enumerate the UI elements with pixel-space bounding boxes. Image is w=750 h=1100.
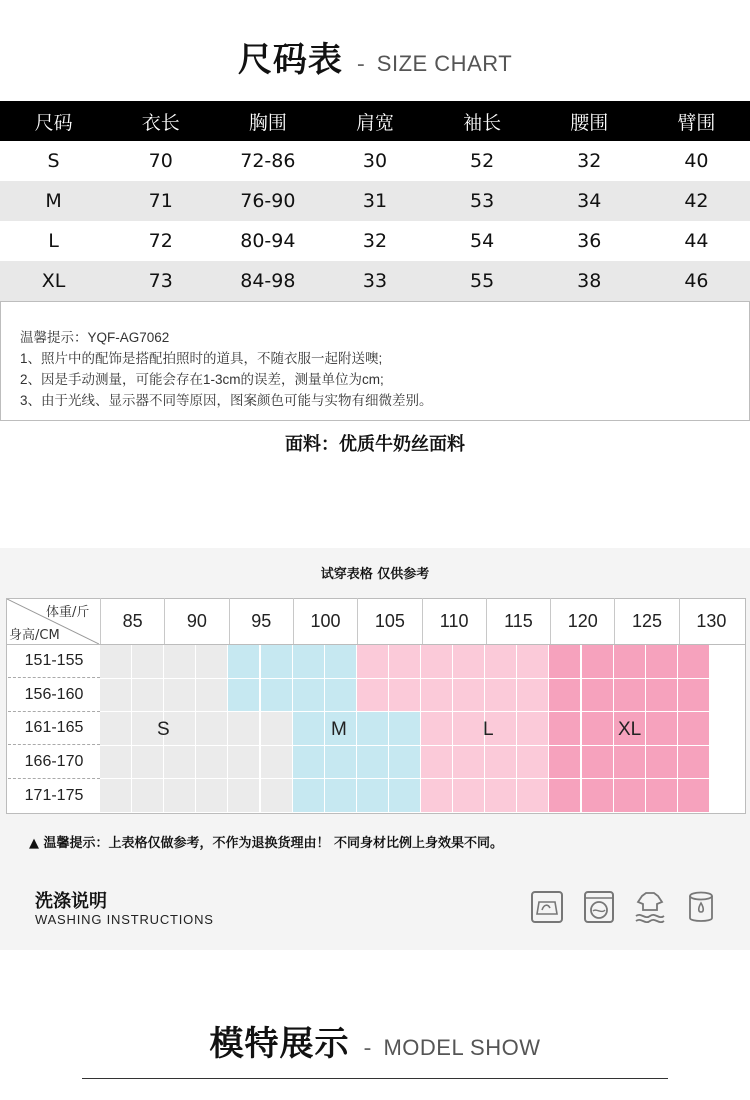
fabric-label: 面料：优质牛奶丝面料 <box>285 434 465 455</box>
tryon-cell <box>582 712 614 746</box>
size-table-cell: 42 <box>643 181 750 221</box>
no-wring-icon <box>633 890 667 924</box>
tumble-dry-icon <box>684 890 718 924</box>
weight-header: 95 <box>229 598 293 644</box>
size-table-cell: 38 <box>536 261 643 301</box>
size-table-cell: 52 <box>470 150 495 172</box>
tryon-cell <box>389 746 421 780</box>
tryon-cell <box>261 712 293 746</box>
tryon-cell <box>549 712 581 746</box>
tryon-cell <box>517 746 549 780</box>
weight-header: 130 <box>679 598 743 644</box>
tryon-cell <box>293 645 325 679</box>
notes-line: 2、因是手动测量，可能会存在1-3cm的误差，测量单位为cm; <box>20 372 384 387</box>
size-region-label: XL <box>618 719 642 740</box>
size-table-cell: 72-86 <box>240 150 296 172</box>
tryon-cell <box>389 779 421 813</box>
tryon-cell <box>678 712 710 746</box>
tryon-cell <box>325 679 357 713</box>
tryon-cell <box>485 679 517 713</box>
size-table-cell: 30 <box>362 150 388 172</box>
tryon-cell <box>582 679 614 713</box>
tryon-title: 试穿表格 仅供参考 <box>320 567 430 582</box>
model-show-dash: - <box>363 1036 372 1061</box>
size-table-row <box>0 181 750 221</box>
tryon-cell <box>357 679 389 713</box>
tryon-cell <box>164 645 196 679</box>
tryon-cell <box>453 746 485 780</box>
tryon-cell <box>421 679 453 713</box>
tryon-cell <box>646 779 678 813</box>
tryon-cell <box>293 679 325 713</box>
tryon-cell <box>261 679 293 713</box>
tryon-cell <box>646 679 678 713</box>
size-table-cell: 71 <box>107 181 214 221</box>
size-table-row <box>0 221 750 261</box>
tryon-cell <box>453 645 485 679</box>
size-table-cell: 72 <box>148 230 173 252</box>
tryon-cell <box>549 779 581 813</box>
model-show-heading <box>0 1016 750 1065</box>
tryon-cell <box>228 712 260 746</box>
size-table-cell: 54 <box>470 230 495 252</box>
size-table-cell: XL <box>0 261 107 301</box>
size-table-cell: 31 <box>321 181 428 221</box>
header-cell: 臂围 <box>643 101 750 141</box>
notes-line: 3、由于光线、显示器不同等原因，图案颜色可能与实物有细微差别。 <box>20 393 433 408</box>
header-cell: 腰围 <box>536 101 643 141</box>
tryon-cell <box>582 645 614 679</box>
tryon-cell <box>646 645 678 679</box>
weight-header: 85 <box>100 598 164 644</box>
size-region-label: S <box>157 719 170 740</box>
tryon-cell <box>293 779 325 813</box>
size-table-cell: 84-98 <box>214 261 321 301</box>
tryon-cell <box>389 679 421 713</box>
tryon-cell <box>582 746 614 780</box>
header-cell: 胸围 <box>214 101 321 141</box>
tryon-cell <box>421 746 453 780</box>
weight-header: 105 <box>357 598 421 644</box>
tryon-cell <box>100 645 132 679</box>
tryon-cell <box>646 746 678 780</box>
tryon-cell <box>678 679 710 713</box>
tryon-cell <box>196 746 228 780</box>
header-cell: 衣长 <box>107 101 214 141</box>
size-table-cell: 44 <box>684 230 709 252</box>
tryon-cell <box>485 779 517 813</box>
corner-weight-label: 体重/斤 <box>46 605 90 620</box>
tryon-cell <box>228 679 260 713</box>
tryon-cell <box>357 645 389 679</box>
weight-header: 125 <box>614 598 678 644</box>
model-show-title-en: MODEL SHOW <box>383 1035 541 1060</box>
tryon-cell <box>421 712 453 746</box>
height-label: 166-170 <box>8 746 100 779</box>
tryon-cell <box>100 746 132 780</box>
tryon-cell <box>421 645 453 679</box>
tryon-cell <box>132 645 164 679</box>
size-table-cell: 55 <box>429 261 536 301</box>
header-cell: 袖长 <box>429 101 536 141</box>
size-table-cell: 33 <box>321 261 428 301</box>
tryon-cell <box>228 645 260 679</box>
size-table-cell: 40 <box>684 150 709 172</box>
size-region-label: M <box>331 719 347 740</box>
height-label: 151-155 <box>8 645 100 678</box>
tryon-cell <box>485 645 517 679</box>
size-table <box>0 101 750 301</box>
tryon-cell <box>100 712 132 746</box>
tryon-cell <box>325 779 357 813</box>
notes-line: 1、照片中的配饰是搭配拍照时的道具，不随衣服一起附送噢; <box>20 351 383 366</box>
weight-header: 120 <box>550 598 614 644</box>
tryon-cell <box>261 645 293 679</box>
size-table-cell: 76-90 <box>214 181 321 221</box>
tryon-cell <box>132 746 164 780</box>
size-table-row <box>0 261 750 301</box>
tryon-cell <box>517 645 549 679</box>
tryon-cell <box>164 746 196 780</box>
tryon-cell <box>517 779 549 813</box>
tryon-cell <box>228 779 260 813</box>
tryon-cell <box>614 746 646 780</box>
tryon-cell <box>453 779 485 813</box>
machine-wash-icon <box>582 890 616 924</box>
tryon-cell <box>549 746 581 780</box>
corner-height-label: 身高/CM <box>9 628 60 643</box>
tryon-cell <box>357 746 389 780</box>
tryon-cell <box>453 712 485 746</box>
model-show-underline <box>82 1078 668 1079</box>
tryon-cell <box>549 679 581 713</box>
size-chart-title-cn: 尺码表 <box>237 40 343 80</box>
tryon-cell <box>614 779 646 813</box>
tryon-cell <box>164 679 196 713</box>
size-table-cell: 32 <box>577 150 602 172</box>
size-chart-title-en: SIZE CHART <box>376 51 513 76</box>
tryon-cell <box>100 679 132 713</box>
tryon-cell <box>164 779 196 813</box>
tryon-cell <box>261 779 293 813</box>
size-table-cell: 46 <box>643 261 750 301</box>
tryon-cell <box>325 746 357 780</box>
size-table-cell: L <box>48 230 59 252</box>
header-divider <box>7 644 745 645</box>
tryon-cell <box>357 712 389 746</box>
size-table-cell: 34 <box>536 181 643 221</box>
size-table-row <box>0 141 750 181</box>
tryon-cell <box>389 645 421 679</box>
tryon-cell <box>517 712 549 746</box>
tryon-cell <box>421 779 453 813</box>
size-table-cell: 53 <box>429 181 536 221</box>
size-chart-dash: - <box>356 52 365 77</box>
notes-line: 温馨提示：YQF-AG7062 <box>20 330 170 345</box>
tryon-cell <box>453 679 485 713</box>
tryon-cell <box>196 712 228 746</box>
header-cell: 尺码 <box>0 101 107 141</box>
size-table-cell: M <box>0 181 107 221</box>
tryon-cell <box>196 679 228 713</box>
tryon-cell <box>678 779 710 813</box>
weight-header: 115 <box>486 598 550 644</box>
tryon-cell <box>196 645 228 679</box>
tryon-cell <box>614 645 646 679</box>
tryon-cell <box>678 746 710 780</box>
tryon-cell <box>389 712 421 746</box>
tryon-cell <box>132 679 164 713</box>
header-cell: 肩宽 <box>321 101 428 141</box>
washing-title-cn: 洗涤说明 <box>35 891 107 912</box>
height-label: 161-165 <box>8 712 100 745</box>
tryon-cell <box>261 746 293 780</box>
size-chart-heading <box>0 32 750 81</box>
weight-header: 90 <box>164 598 228 644</box>
size-region-label: L <box>483 719 494 740</box>
tryon-cell <box>293 712 325 746</box>
tryon-cell <box>325 645 357 679</box>
height-label: 171-175 <box>24 786 84 804</box>
size-table-cell: 32 <box>362 230 388 252</box>
tryon-cell <box>196 779 228 813</box>
tryon-cell <box>132 779 164 813</box>
tryon-tip: ▲ 温馨提示：上表格仅做参考，不作为退换货理由！ 不同身材比例上身效果不同。 <box>29 836 504 851</box>
tryon-cell <box>228 746 260 780</box>
tryon-cell <box>517 679 549 713</box>
size-table-header-row <box>0 101 750 141</box>
tryon-cell <box>485 746 517 780</box>
model-show-title-cn: 模特展示 <box>209 1024 350 1064</box>
height-label: 156-160 <box>8 679 100 712</box>
tryon-cell <box>582 779 614 813</box>
tryon-cell <box>678 645 710 679</box>
weight-header: 110 <box>422 598 486 644</box>
tryon-cell <box>293 746 325 780</box>
hand-wash-icon <box>530 890 564 924</box>
tryon-cell <box>549 645 581 679</box>
tryon-cell <box>614 679 646 713</box>
size-table-cell: 36 <box>577 230 602 252</box>
size-table-cell: 80-94 <box>240 230 296 252</box>
size-table-cell: 70 <box>148 150 173 172</box>
tryon-cell <box>100 779 132 813</box>
tryon-cell <box>646 712 678 746</box>
size-table-cell: 73 <box>107 261 214 301</box>
weight-header: 100 <box>293 598 357 644</box>
size-table-cell: S <box>47 150 60 172</box>
tryon-cell <box>357 779 389 813</box>
notes-box <box>0 301 750 421</box>
washing-title-en: WASHING INSTRUCTIONS <box>35 912 214 927</box>
